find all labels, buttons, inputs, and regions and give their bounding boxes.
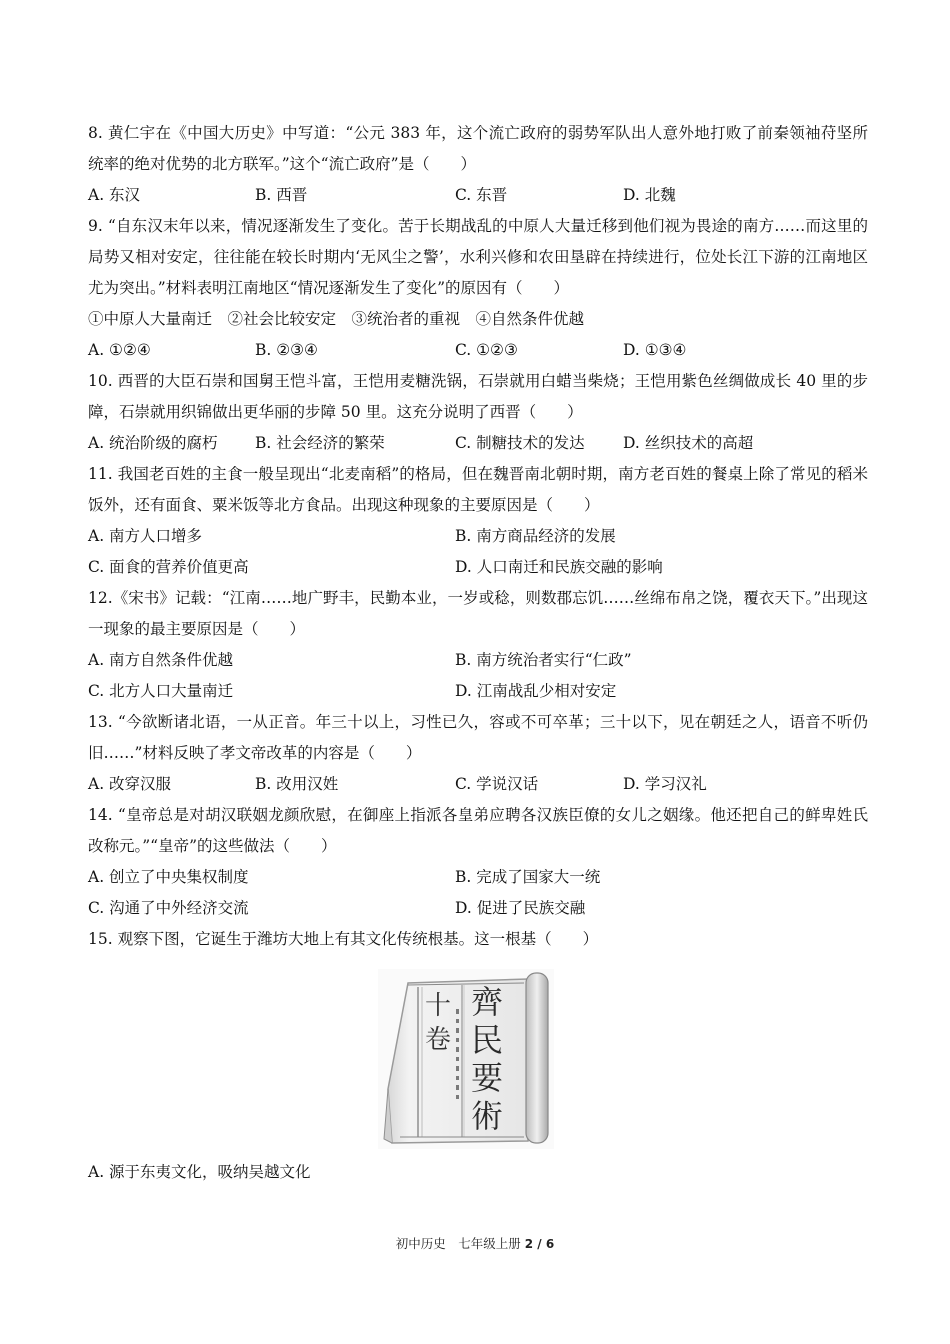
question-10: 10. 西晋的大臣石崇和国舅王恺斗富，王恺用麦糖洗锅，石崇就用白蜡当柴烧；王恺用紫色丝绸做成长 40 里的步障，石崇就用织锦做出更华丽的步障 50 里。这充分说明了西晋（ ）: [88, 372, 868, 421]
option: B. 改用汉姓: [255, 775, 339, 793]
question-9: 9. “自东汉末年以来，情况逐渐发生了变化。苦于长期战乱的中原人大量迁移到他们视为畏途的南方……而这里的局势又相对安定，往往能在较长时期内‘无风尘之警’，水利兴修和农田垦辟在持续进行，位处长江下游的江南地区尤为突出。”材料表明江南地区“情况逐渐发生了变化”的原因有（ ）: [88, 217, 868, 297]
option: B. ②③④: [255, 341, 318, 359]
option: A. 源于东夷文化，吸纳吴越文化: [88, 1163, 311, 1181]
option: A. ①②④: [88, 341, 151, 359]
option: C. 制糖技术的发达: [455, 434, 585, 452]
qimin-yaoshu-book-image: [378, 969, 554, 1149]
option: A. 南方人口增多: [88, 527, 203, 545]
option: B. 南方统治者实行“仁政”: [455, 651, 632, 669]
book-scroll-illustration: [378, 969, 554, 1149]
option: B. 社会经济的繁荣: [255, 434, 385, 452]
question-8: 8. 黄仁宇在《中国大历史》中写道：“公元 383 年，这个流亡政府的弱势军队出人意外地打败了前秦领袖苻坚所统率的绝对优势的北方联军。”这个“流亡政府”是（ ）: [88, 124, 868, 173]
book-volume-label: 十 卷: [424, 991, 451, 1055]
option: D. 促进了民族交融: [455, 899, 586, 917]
book-title-calligraphy: 齊 民 要 術: [470, 983, 503, 1135]
question-14-options: [88, 862, 868, 924]
option: A. 改穿汉服: [88, 775, 172, 793]
option: C. 面食的营养价值更高: [88, 558, 249, 576]
option: B. 西晋: [255, 186, 308, 204]
option: D. 人口南迁和民族交融的影响: [455, 558, 663, 576]
page-footer: [0, 1234, 950, 1252]
question-15: 15. 观察下图，它诞生于潍坊大地上有其文化传统根基。这一根基（ ）: [88, 930, 599, 948]
question-9-options: [88, 335, 868, 366]
footer-text: 初中历史 七年级上册: [395, 1236, 521, 1251]
question-15-options: [88, 1157, 868, 1188]
question-list: [88, 118, 868, 1188]
question-10-options: [88, 428, 868, 459]
option: D. 丝织技术的高超: [623, 434, 754, 452]
question-13: 13. “今欲断诸北语，一从正音。年三十以上，习性已久，容或不可卒革；三十以下，见在朝廷之人，语音不听仍旧……”材料反映了孝文帝改革的内容是（ ）: [88, 713, 868, 762]
question-12-options: [88, 645, 868, 707]
option: C. 北方人口大量南迁: [88, 682, 234, 700]
question-11: 11. 我国老百姓的主食一般呈现出“北麦南稻”的格局，但在魏晋南北朝时期，南方老百姓的餐桌上除了常见的稻米饭外，还有面食、粟米饭等北方食品。出现这种现象的主要原因是（ ）: [88, 465, 868, 514]
question-14: 14. “皇帝总是对胡汉联姻龙颜欣慰，在御座上指派各皇弟应聘各汉族臣僚的女儿之姻缘。他还把自己的鲜卑姓氏改称元。”“皇帝”的这些做法（ ）: [88, 806, 868, 855]
question-8-options: [88, 180, 868, 211]
option: A. 东汉: [88, 186, 141, 204]
option: C. 沟通了中外经济交流: [88, 899, 249, 917]
page-number: 2 / 6: [524, 1237, 555, 1251]
option: D. ①③④: [623, 341, 687, 359]
option: B. 南方商品经济的发展: [455, 527, 616, 545]
option: B. 完成了国家大一统: [455, 868, 601, 886]
option: A. 南方自然条件优越: [88, 651, 234, 669]
option: D. 江南战乱少相对安定: [455, 682, 617, 700]
option: C. ①②③: [455, 341, 518, 359]
question-13-options: [88, 769, 868, 800]
option: C. 学说汉话: [455, 775, 539, 793]
option: C. 东晋: [455, 186, 508, 204]
question-12: 12.《宋书》记载：“江南……地广野丰，民勤本业，一岁或稔，则数郡忘饥……丝绵布帛之饶，覆衣天下。”出现这一现象的最主要原因是（ ）: [88, 589, 868, 638]
question-9-choices: ①中原人大量南迁 ②社会比较安定 ③统治者的重视 ④自然条件优越: [88, 310, 585, 328]
question-11-options: [88, 521, 868, 583]
option: D. 北魏: [623, 186, 676, 204]
option: A. 创立了中央集权制度: [88, 868, 249, 886]
option: D. 学习汉礼: [623, 775, 707, 793]
option: A. 统治阶级的腐朽: [88, 434, 218, 452]
